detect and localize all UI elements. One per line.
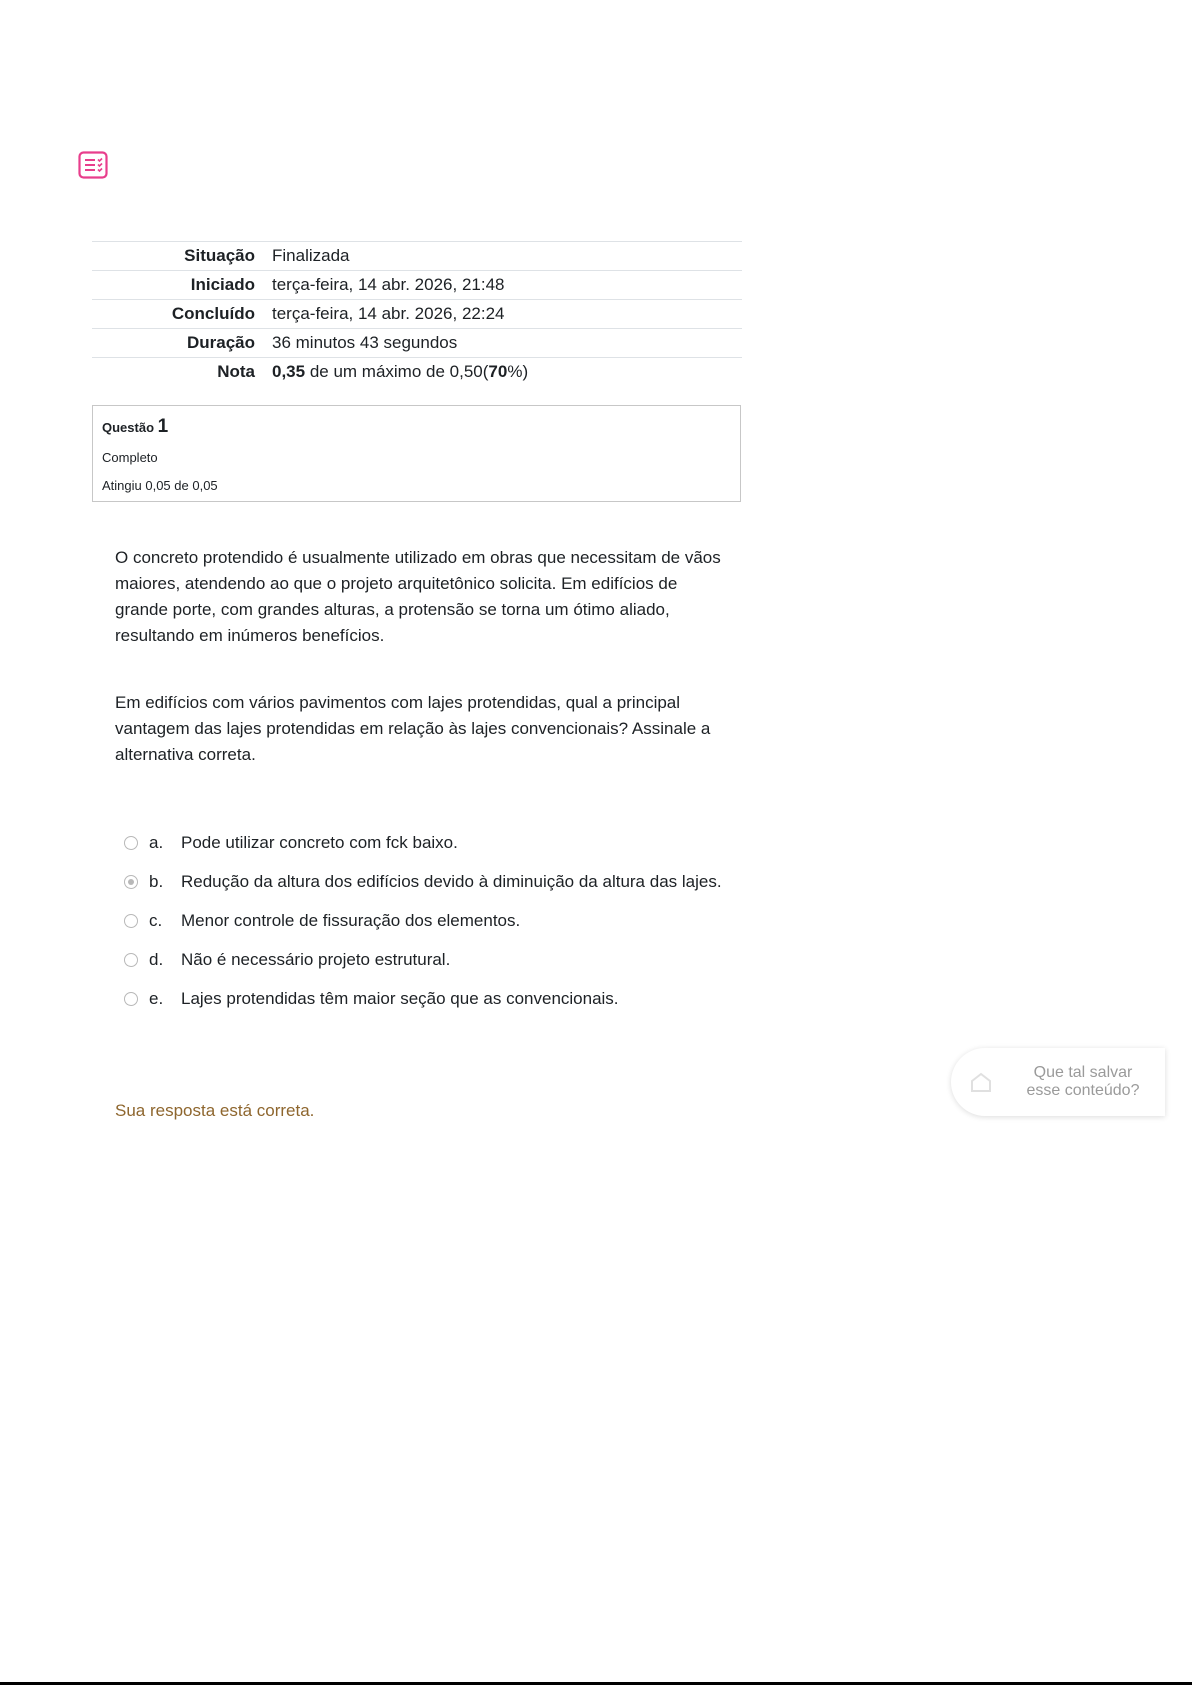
summary-row-grade — [92, 358, 742, 387]
save-icon — [969, 1071, 993, 1093]
summary-value: terça-feira, 14 abr. 2026, 21:48 — [272, 275, 505, 294]
answer-text: Lajes protendidas têm maior seção que as convencionais. — [181, 989, 619, 1008]
answer-option-b[interactable] — [124, 869, 724, 895]
summary-label: Nota — [217, 362, 255, 381]
summary-row-started — [92, 271, 742, 300]
radio-button[interactable] — [124, 992, 138, 1006]
question-paragraph: Em edifícios com vários pavimentos com lajes protendidas, qual a principal vantagem das lajes protendidas em relação às lajes convencionais? Assinale a alternativa correta. — [115, 693, 711, 764]
save-text-line2: esse conteúdo? — [1026, 1082, 1140, 1099]
summary-row-duration — [92, 329, 742, 358]
answer-option-e[interactable] — [124, 986, 724, 1012]
answer-text: Redução da altura dos edifícios devido à diminuição da altura das lajes. — [181, 872, 722, 891]
answer-option-d[interactable] — [124, 947, 724, 973]
answer-text: Não é necessário projeto estrutural. — [181, 950, 451, 969]
summary-label: Duração — [186, 333, 255, 352]
quiz-summary-table — [92, 241, 742, 386]
summary-row-state — [92, 242, 742, 271]
answer-letter: d. — [149, 950, 164, 969]
summary-label: Iniciado — [190, 275, 255, 294]
answer-text: Menor controle de fissuração dos elementos. — [181, 911, 521, 930]
answer-letter: e. — [149, 989, 164, 1008]
summary-value: 36 minutos 43 segundos — [272, 333, 458, 352]
answer-option-c[interactable] — [124, 908, 724, 934]
question-grade: Atingiu 0,05 de 0,05 — [102, 478, 218, 493]
grade-text: de um máximo de 0,50( — [305, 362, 489, 381]
save-text-line1: Que tal salvar — [1033, 1064, 1133, 1081]
save-content-widget[interactable] — [951, 1048, 1165, 1116]
summary-value: terça-feira, 14 abr. 2026, 22:24 — [272, 304, 505, 323]
answer-letter: a. — [149, 833, 164, 852]
answer-letter: c. — [149, 911, 163, 930]
radio-button[interactable] — [124, 914, 138, 928]
question-text — [115, 545, 725, 809]
question-state: Completo — [102, 450, 158, 465]
question-paragraph: O concreto protendido é usualmente utilizado em obras que necessitam de vãos maiores, atendendo ao que o projeto arquitetônico solicita. Em edifícios de grande porte, com grandes alturas, a protensão se torna um ótimo aliado, resultando em inúmeros benefícios. — [115, 548, 721, 645]
question-info-box — [92, 405, 741, 502]
quiz-icon — [78, 151, 108, 179]
answer-text: Pode utilizar concreto com fck baixo. — [181, 833, 458, 852]
summary-label: Concluído — [171, 304, 255, 323]
radio-button[interactable] — [124, 953, 138, 967]
question-title — [102, 416, 731, 438]
grade-score: 0,35 — [272, 362, 306, 381]
grade-suffix: %) — [507, 362, 529, 381]
summary-grade-value — [263, 358, 742, 387]
question-title-label: Questão — [102, 420, 155, 435]
radio-button[interactable] — [124, 836, 138, 850]
radio-button-selected[interactable] — [124, 875, 138, 889]
summary-row-completed — [92, 300, 742, 329]
answer-option-a[interactable] — [124, 830, 724, 856]
question-number: 1 — [157, 416, 169, 437]
answer-list — [124, 830, 724, 1025]
summary-label: Situação — [184, 246, 255, 265]
summary-value: Finalizada — [272, 246, 350, 265]
save-content-text — [1017, 1064, 1149, 1100]
answer-letter: b. — [149, 872, 164, 891]
grade-percent: 70 — [488, 362, 508, 381]
answer-feedback: Sua resposta está correta. — [115, 1101, 315, 1120]
